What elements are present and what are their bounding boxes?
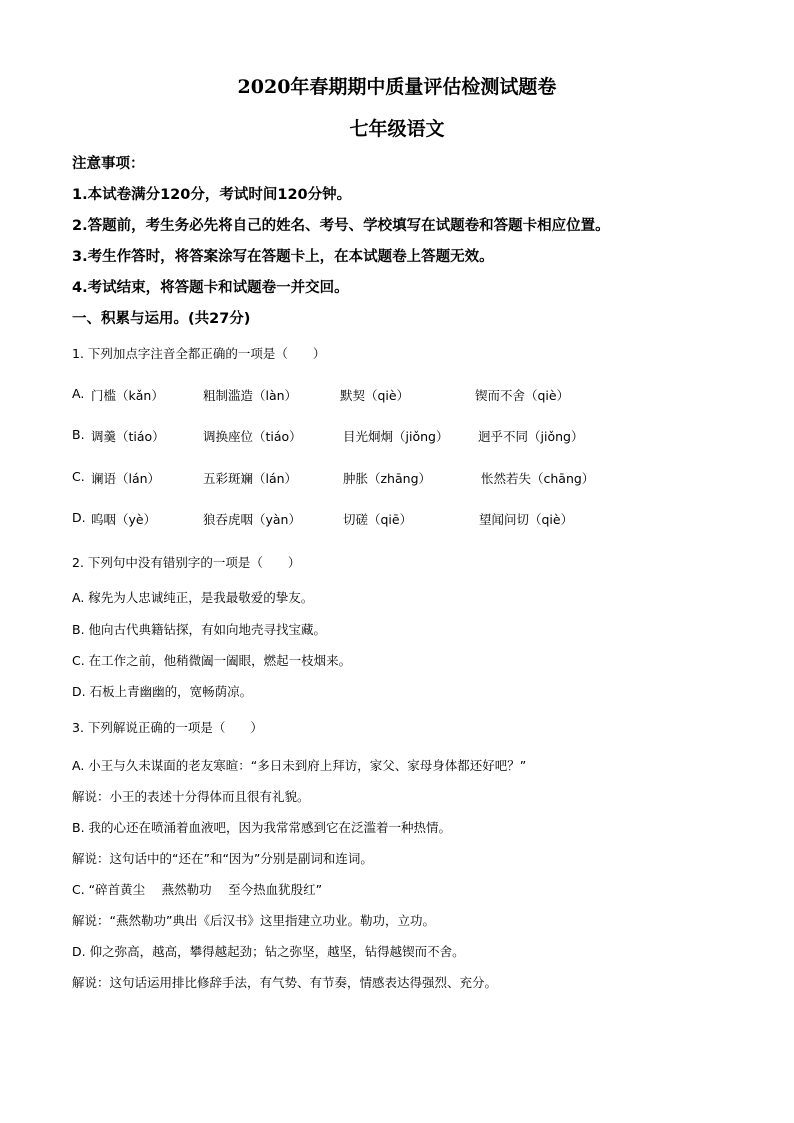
q2-option-a: A. 稼先为人忠诚纯正，是我最敬爱的挚友。 <box>72 590 314 605</box>
notice-item-1: 1.本试卷满分120分，考试时间120分钟。 <box>72 187 352 203</box>
q3-stem: 3. 下列解说正确的一项是（ ） <box>72 720 263 735</box>
q3-option-c: C. “碎首黄尘 燕然勒功 至今热血犹殷红” <box>72 882 323 897</box>
option-cell: 呜咽（yè） <box>91 512 157 527</box>
option-cell: 切磋（qiē） <box>343 512 413 527</box>
option-cell: 调羹（tiáo） <box>91 429 165 444</box>
option-cell: 肿胀（zhāng） <box>343 471 432 486</box>
option-cell: 望闻问切（qiè） <box>479 512 574 527</box>
q3-explanation-b: 解说：这句话中的“还在”和“因为”分别是副词和连词。 <box>72 851 373 866</box>
option-cell: 门槛（kǎn） <box>91 388 164 403</box>
option-label: C. <box>72 469 85 484</box>
q2-option-b: B. 他向古代典籍钻探，有如向地壳寻找宝藏。 <box>72 622 327 637</box>
q3-option-b: B. 我的心还在喷涌着血液吧，因为我常常感到它在泛滥着一种热情。 <box>72 820 452 835</box>
option-label: A. <box>72 386 85 401</box>
q3-option-d: D. 仰之弥高，越高，攀得越起劲；钻之弥坚，越坚，钻得越锲而不舍。 <box>72 944 465 959</box>
exam-title: 2020年春期期中质量评估检测试题卷 <box>237 76 557 98</box>
option-cell: 五彩斑斓（lán） <box>203 471 298 486</box>
option-cell: 谰语（lán） <box>91 471 161 486</box>
notice-item-3: 3.考生作答时，将答案涂写在答题卡上，在本试题卷上答题无效。 <box>72 249 494 265</box>
exam-subtitle: 七年级语文 <box>349 118 445 140</box>
option-cell: 默契（qiè） <box>340 388 410 403</box>
q3-explanation-d: 解说：这句话运用排比修辞手法，有气势、有节奏，情感表达得强烈、充分。 <box>72 975 498 990</box>
q3-explanation-c: 解说：“燕然勒功”典出《后汉书》这里指建立功业。勒功，立功。 <box>72 913 435 928</box>
option-label: B. <box>72 427 85 442</box>
option-cell: 调换座位（tiáo） <box>203 429 302 444</box>
notice-item-4: 4.考试结束，将答题卡和试题卷一并交回。 <box>72 280 349 296</box>
notice-item-2: 2.答题前，考生务必先将自己的姓名、考号、学校填写在试题卷和答题卡相应位置。 <box>72 218 610 234</box>
q3-option-a: A. 小王与久未谋面的老友寒暄：“多日未到府上拜访，家父、家母身体都还好吧？” <box>72 758 527 773</box>
option-cell: 怅然若失（chāng） <box>481 471 595 486</box>
section-heading: 一、积累与运用。(共27分) <box>72 311 251 327</box>
q2-option-c: C. 在工作之前，他稍微阖一阖眼，燃起一枝烟来。 <box>72 653 352 668</box>
option-label: D. <box>72 510 86 525</box>
option-cell: 狼吞虎咽（yàn） <box>203 512 301 527</box>
q1-stem: 1. 下列加点字注音全都正确的一项是（ ） <box>72 346 326 361</box>
option-cell: 目光炯炯（jiǒng） <box>343 429 449 444</box>
q3-explanation-a: 解说：小王的表述十分得体而且很有礼貌。 <box>72 789 310 804</box>
q2-option-d: D. 石板上青幽幽的，宽畅荫凉。 <box>72 684 253 699</box>
q2-stem: 2. 下列句中没有错别字的一项是（ ） <box>72 555 301 570</box>
notice-heading: 注意事项： <box>72 156 145 172</box>
option-cell: 迥乎不同（jiǒng） <box>478 429 584 444</box>
option-cell: 锲而不舍（qiè） <box>475 388 570 403</box>
option-cell: 粗制滥造（làn） <box>203 388 298 403</box>
